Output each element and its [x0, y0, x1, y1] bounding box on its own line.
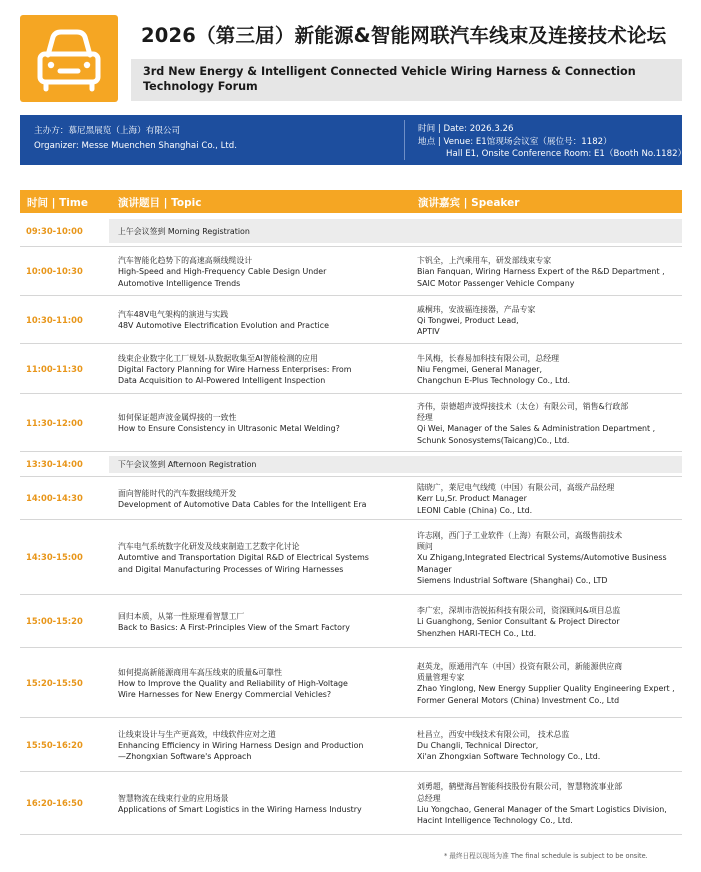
topic-line: Data Acquisition to AI-Powered Intelligent Inspection	[118, 376, 326, 386]
schedule-row	[20, 649, 682, 718]
session-topic	[118, 412, 403, 435]
speaker-line: 质量管理专家	[417, 673, 465, 683]
speaker-line: Zhao Yinglong, New Energy Supplier Quality Engineering Expert ,	[417, 684, 675, 694]
forum-logo	[20, 15, 118, 102]
topic-line: High-Speed and High-Frequency Cable Design Under	[118, 267, 327, 277]
speaker-line: Xi'an Zhongxian Software Technology Co., Ltd.	[417, 752, 601, 762]
topic-line: Automtive and Transportation Digital R&D of Electrical Systems	[118, 553, 369, 563]
topic-line: 如何保证超声波金属焊接的一致性	[118, 413, 237, 423]
topic-line: 汽车智能化趋势下的高速高频线缆设计	[118, 256, 253, 266]
forum-title-en-box	[131, 59, 682, 101]
topic-line: Back to Basics: A First-Principles View of the Smart Factory	[118, 622, 350, 632]
speaker-line: Schunk Sonosystems(Taicang)Co., Ltd.	[417, 435, 570, 445]
event-venue-cn: 地点 | Venue: E1馆现场会议室（展位号：1182）	[418, 136, 612, 147]
topic-line: 如何提高新能源商用车高压线束的质量&可靠性	[118, 667, 282, 677]
topic-line: 回归本质，从第一性原理看智慧工厂	[118, 611, 245, 621]
speaker-line: Siemens Industrial Software (Shanghai) Co., LTD	[417, 575, 608, 585]
session-speaker	[417, 304, 679, 338]
speaker-line: SAIC Motor Passenger Vehicle Company	[417, 278, 575, 288]
topic-line: 智慧物流在线束行业的应用场景	[118, 793, 229, 803]
topic-line: and Digital Manufacturing Processes of Wiring Harnesses	[118, 564, 344, 574]
schedule-table-header	[20, 190, 682, 213]
speaker-line: Xu Zhigang,Integrated Electrical Systems/Automotive Business	[417, 553, 667, 563]
session-speaker	[417, 401, 679, 446]
speaker-line: Niu Fengmei, General Manager,	[417, 364, 543, 374]
speaker-line: 戚桐玮，安波福连接器，产品专家	[417, 304, 536, 314]
organizer-en: Organizer: Messe Muenchen Shanghai Co., Ltd.	[34, 141, 237, 151]
schedule-row	[20, 395, 682, 452]
session-speaker	[417, 605, 679, 639]
session-time: 13:30-14:00	[26, 459, 83, 469]
session-time: 16:20-16:50	[26, 798, 83, 808]
header-time: 时间 | Time	[27, 197, 88, 209]
session-topic	[118, 459, 618, 470]
topic-line: Development of Automotive Data Cables for the Intelligent Era	[118, 499, 367, 509]
session-speaker	[417, 482, 679, 516]
session-speaker	[417, 729, 679, 763]
session-topic	[118, 793, 403, 816]
speaker-line: LEONI Cable (China) Co., Ltd.	[417, 505, 533, 515]
organizer-cn: 主办方：慕尼黑展览（上海）有限公司	[34, 126, 181, 136]
topic-line: 汽车48V电气架构的演进与实践	[118, 310, 229, 320]
speaker-line: 顾问	[417, 542, 433, 552]
header-topic: 演讲题目 | Topic	[118, 197, 202, 209]
speaker-line: 齐伟，崇德超声波焊接技术（太仓）有限公司，销售&行政部	[417, 401, 629, 411]
topic-line: Wire Harnesses for New Energy Commercial Vehicles?	[118, 690, 332, 700]
speaker-line: 许志刚，西门子工业软件（上海）有限公司，高级售前技术	[417, 530, 623, 540]
speaker-line: Hacint Intelligence Technology Co., Ltd.	[417, 816, 573, 826]
event-venue-en: Hall E1, Onsite Conference Room: E1（Booth No.1182）	[446, 149, 687, 159]
schedule-row	[20, 345, 682, 394]
session-time: 15:00-15:20	[26, 616, 83, 626]
forum-title-en: 3rd New Energy & Intelligent Connected Vehicle Wiring Harness & Connection Technology Forum	[143, 65, 636, 93]
session-time: 15:20-15:50	[26, 677, 83, 688]
topic-line: —Zhongxian Software's Approach	[118, 752, 252, 762]
forum-title-cn: 2026（第三届）新能源&智能网联汽车线束及连接技术论坛	[141, 24, 667, 47]
speaker-line: Bian Fanquan, Wiring Harness Expert of the R&D Department ,	[417, 267, 665, 277]
session-speaker	[417, 255, 679, 289]
speaker-line: Shenzhen HARI-TECH Co., Ltd.	[417, 628, 537, 638]
session-topic	[118, 488, 403, 511]
topic-line: How to Ensure Consistency in Ultrasonic Metal Welding?	[118, 424, 340, 434]
schedule-row	[20, 773, 682, 835]
topic-line: Applications of Smart Logistics in the Wiring Harness Industry	[118, 804, 362, 814]
speaker-line: 杜昌立，西安中线技术有限公司， 技术总监	[417, 729, 570, 739]
topic-line: 下午会议签到 Afternoon Registration	[118, 460, 257, 470]
speaker-line: 卞钒全，上汽乘用车，研发部线束专家	[417, 256, 552, 266]
schedule-break-row	[20, 453, 682, 477]
speaker-line: 陆晓广，莱尼电气线缆（中国）有限公司，高级产品经理	[417, 483, 615, 493]
speaker-line: Qi Tongwei, Product Lead,	[417, 315, 519, 325]
schedule-row	[20, 478, 682, 520]
topic-line: 让线束设计与生产更高效，中线软件应对之道	[118, 729, 276, 739]
speaker-line: 李广宏，深圳市浩锐拓科技有限公司，资深顾问&项目总监	[417, 606, 621, 616]
topic-line: How to Improve the Quality and Reliability of High-Voltage	[118, 678, 348, 688]
speaker-line: APTIV	[417, 327, 440, 337]
session-topic	[118, 226, 618, 237]
speaker-line: Manager	[417, 564, 452, 574]
speaker-line: 牛风梅，长春易加科技有限公司，总经理	[417, 353, 560, 363]
info-banner	[20, 115, 687, 165]
speaker-line: Former General Motors (China) Investment Co., Ltd	[417, 695, 620, 705]
session-topic	[118, 309, 403, 332]
speaker-line: Qi Wei, Manager of the Sales & Administration Department ,	[417, 424, 656, 434]
session-topic	[118, 353, 403, 387]
schedule-row	[20, 521, 682, 595]
session-topic	[118, 611, 403, 634]
session-speaker	[417, 661, 679, 706]
speaker-line: Changchun E-Plus Technology Co., Ltd.	[417, 376, 571, 386]
topic-line: Enhancing Efficiency in Wiring Harness Design and Production	[118, 740, 364, 750]
session-speaker	[417, 353, 679, 387]
event-date: 时间 | Date: 2026.3.26	[418, 124, 514, 134]
session-topic	[118, 729, 403, 763]
schedule-row	[20, 248, 682, 296]
schedule-footnote: * 最终日程以现场为准 The final schedule is subject to be onsite.	[444, 852, 648, 860]
schedule-break-row	[20, 216, 682, 247]
session-topic	[118, 667, 403, 701]
topic-line: Automotive Intelligence Trends	[118, 278, 241, 288]
topic-line: 线束企业数字化工厂规划-从数据收集至AI智能检测的应用	[118, 353, 318, 363]
topic-line: Digital Factory Planning for Wire Harness Enterprises: From	[118, 364, 352, 374]
date-venue-block	[418, 123, 686, 161]
speaker-line: Liu Yongchao, General Manager of the Smart Logistics Division,	[417, 804, 667, 814]
session-topic	[118, 541, 403, 575]
session-time: 09:30-10:00	[26, 225, 83, 236]
speaker-line: Kerr Lu,Sr. Product Manager	[417, 494, 527, 504]
session-time: 11:00-11:30	[26, 363, 83, 374]
topic-line: 48V Automotive Electrification Evolution and Practice	[118, 321, 329, 331]
session-speaker	[417, 530, 679, 586]
topic-line: 面向智能时代的汽车数据线缆开发	[118, 488, 237, 498]
speaker-line: 经理	[417, 413, 433, 423]
session-topic	[118, 255, 403, 289]
session-time: 14:30-15:00	[26, 552, 83, 562]
session-time: 10:30-11:00	[26, 314, 83, 325]
session-time: 15:50-16:20	[26, 739, 83, 750]
schedule-row	[20, 719, 682, 772]
header-speaker: 演讲嘉宾 | Speaker	[418, 197, 520, 209]
schedule-row	[20, 297, 682, 344]
session-time: 10:00-10:30	[26, 266, 83, 276]
speaker-line: 总经理	[417, 793, 441, 803]
schedule-row	[20, 596, 682, 648]
speaker-line: Li Guanghong, Senior Consultant & Project Director	[417, 617, 620, 627]
banner-divider	[404, 120, 405, 160]
car-front-icon	[20, 15, 118, 102]
topic-line: 汽车电气系统数字化研发及线束制造工艺数字化讨论	[118, 542, 300, 552]
session-speaker	[417, 781, 679, 826]
session-time: 14:00-14:30	[26, 493, 83, 503]
organizer-block	[34, 124, 237, 154]
topic-line: 上午会议签到 Morning Registration	[118, 226, 250, 236]
speaker-line: Du Changli, Technical Director,	[417, 740, 539, 750]
session-time: 11:30-12:00	[26, 417, 83, 428]
speaker-line: 赵英龙，原通用汽车（中国）投资有限公司，新能源供应商	[417, 661, 623, 671]
speaker-line: 刘勇超，鹤壁海昌智能科技股份有限公司，智慧物流事业部	[417, 782, 623, 792]
